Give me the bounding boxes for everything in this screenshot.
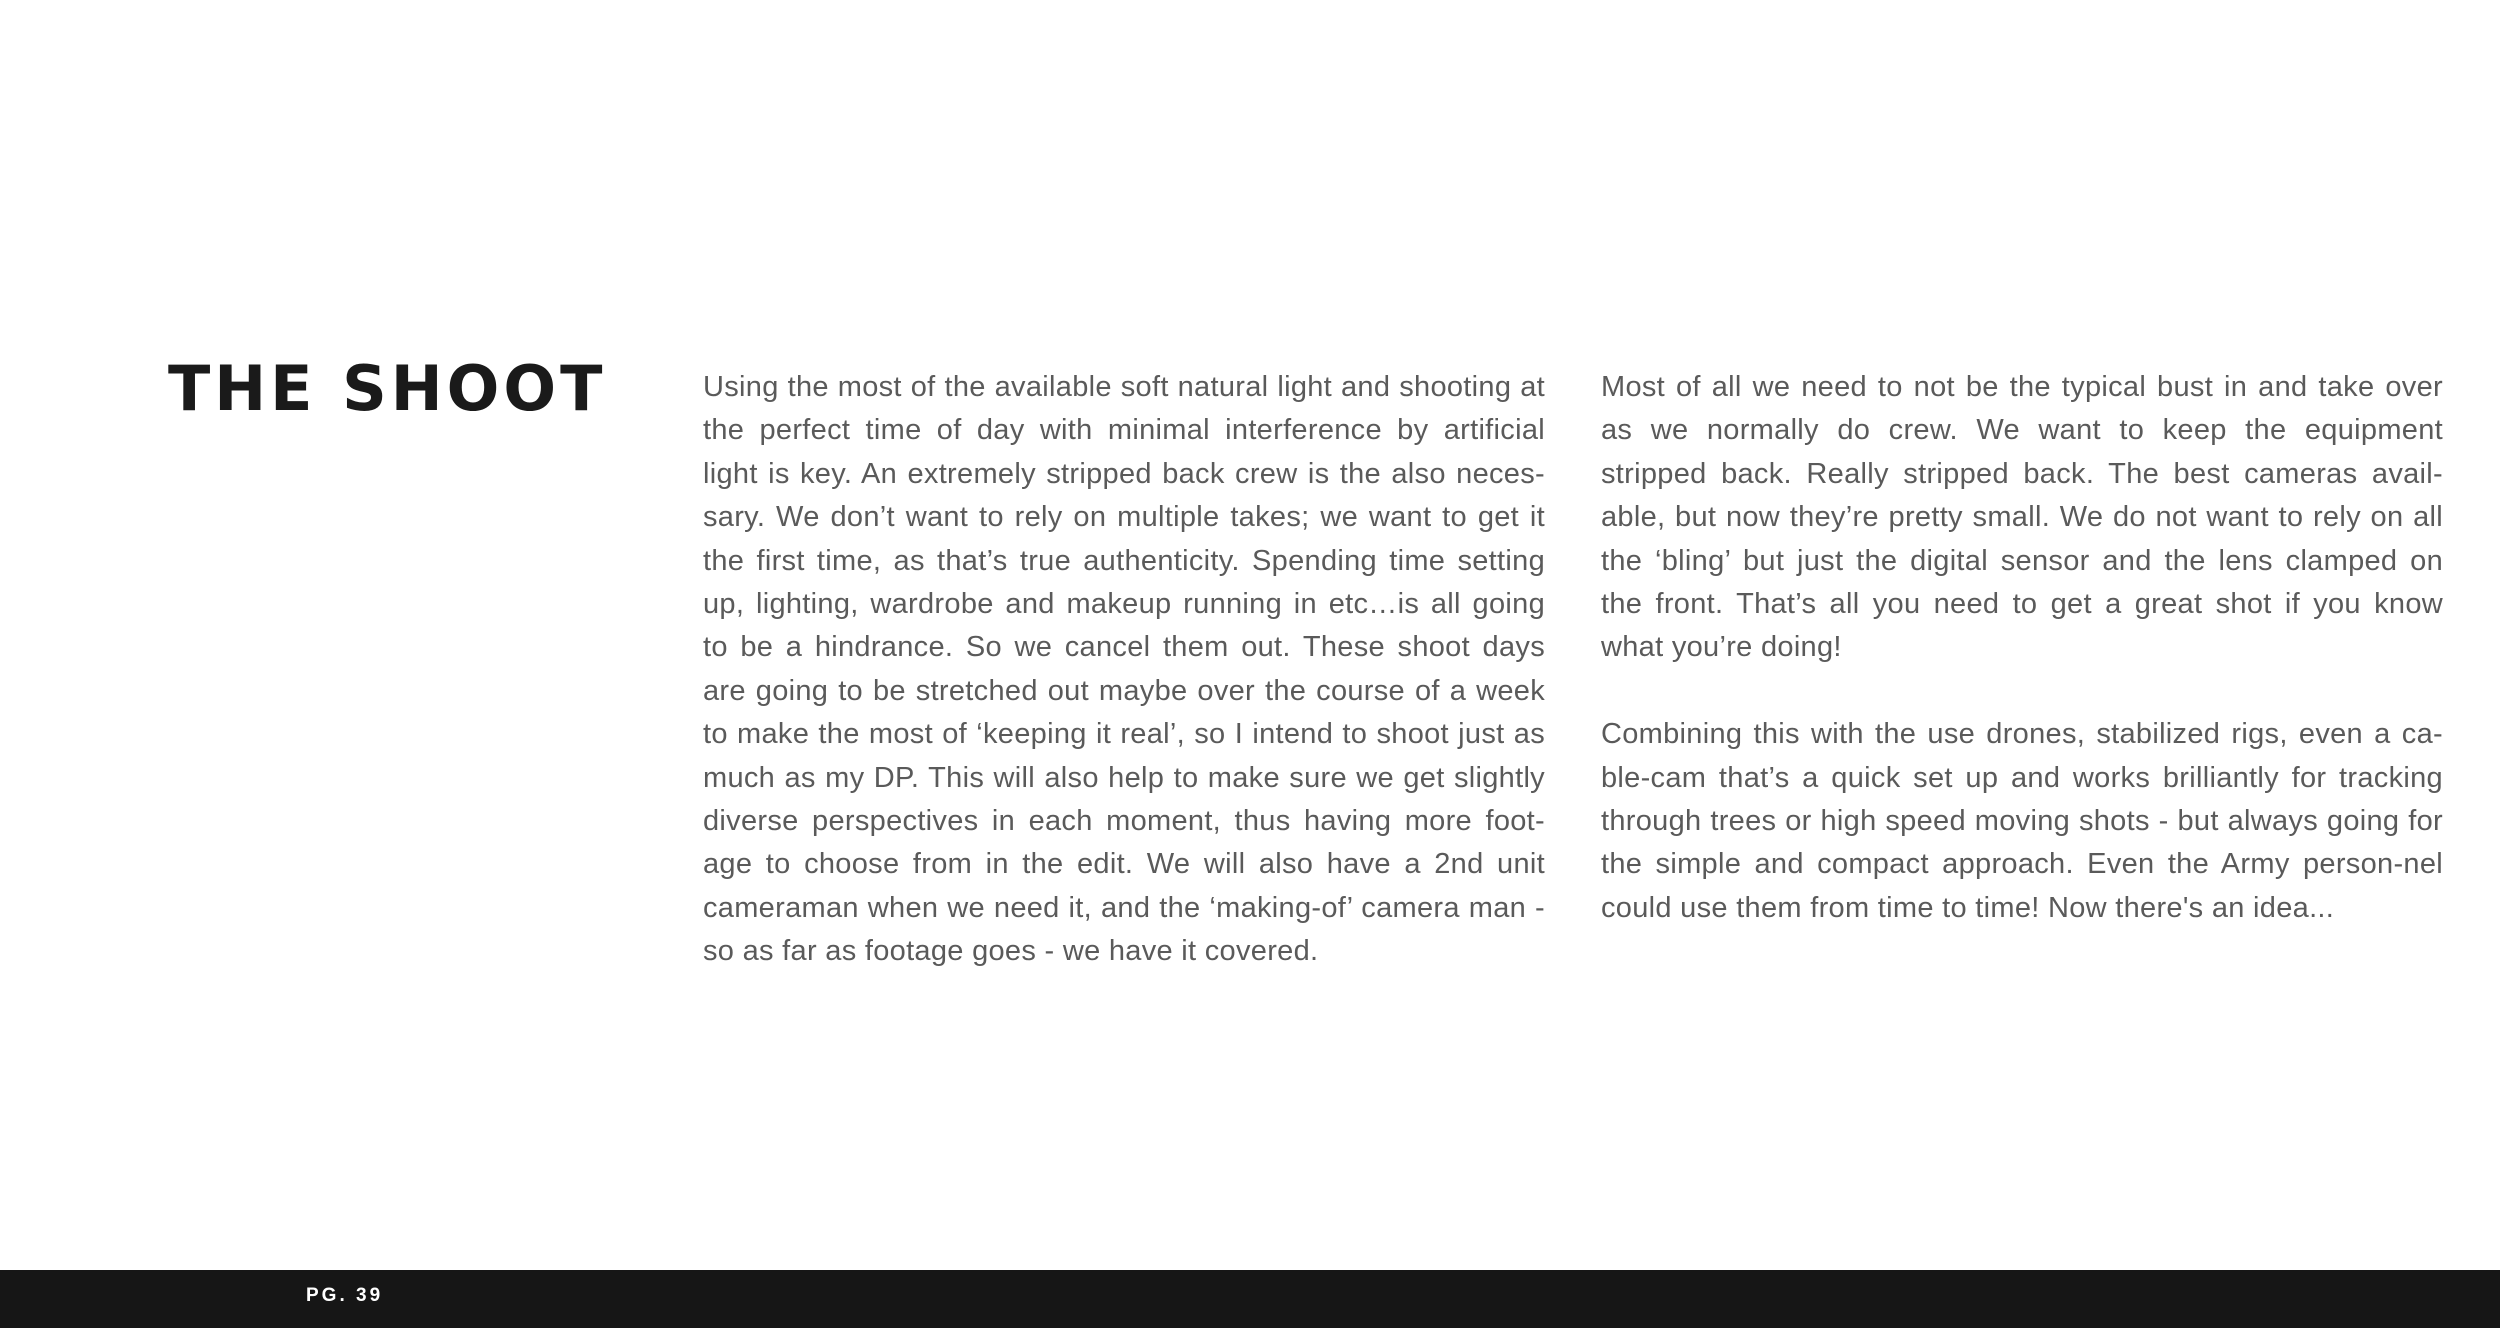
page-number: PG. 39 (306, 1285, 384, 1306)
body-column-left (703, 366, 1545, 974)
body-column-right (1601, 366, 2443, 930)
paragraph: Most of all we need to not be the typical bust in and take over as we normally do crew. We want to keep the equipment stripped back. Really stripped back. The best cameras avail-able, but now they’re pretty small. We do not want to rely on all the ‘bling’ but just the digital sensor and the lens clamped on the front. That’s all you need to get a great shot if you know what you’re doing! (1601, 371, 2443, 664)
paragraph: Using the most of the available soft natural light and shooting at the perfect time of day with minimal interference by artificial light is key. An extremely stripped back crew is the also neces-sary. We don’t want to rely on multiple takes; we want to get it the first time, as that’s true authenticity. Spending time setting up, lighting, wardrobe and makeup running in etc…is all going to be a hindrance. So we cancel them out. These shoot days are going to be stretched out maybe over the course of a week to make the most of ‘keeping it real’, so I intend to shoot just as much as my DP. This will also help to make sure we get slightly diverse perspectives in each moment, thus having more foot-age to choose from in the edit. We will also have a 2nd unit cameraman when we need it, and the ‘making-of’ camera man - so as far as footage goes - we have it covered. (703, 371, 1545, 968)
footer-bar (0, 1270, 2500, 1328)
paragraph: Combining this with the use drones, stabilized rigs, even a ca-ble-cam that’s a quick set up and works brilliantly for tracking through trees or high speed moving shots - but always going for the simple and compact approach. Even the Army person-nel could use them from time to time! Now there's an idea... (1601, 718, 2443, 924)
page-title: THE SHOOT (168, 352, 607, 425)
